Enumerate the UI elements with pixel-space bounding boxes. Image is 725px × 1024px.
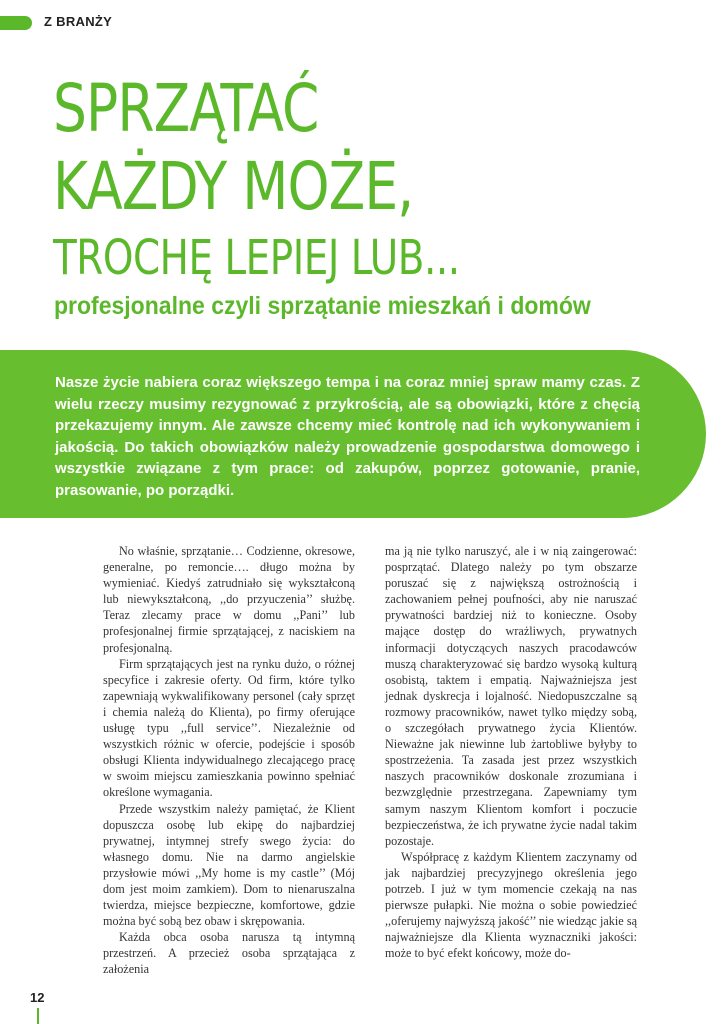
body-paragraph: No właśnie, sprzątanie… Codzienne, okresowe, generalne, po remoncie…. długo można by wymieniać. Kiedyś zatrudniało się wykształconą lub niewykształconą, ,,do przyuczenia’’ służbę. Teraz zlecamy prace w domu ,,Pani’’ lub profesjonalnej firmie sprzątającej, z naciskiem na profesjonalną.	[103, 544, 355, 655]
body-paragraph: Każda obca osoba narusza tą intymną przestrzeń. A przecież osoba sprzątająca z założenia	[103, 930, 355, 977]
section-tab-marker	[0, 16, 32, 30]
body-column-right	[385, 543, 637, 961]
title-line-3: TROCHĘ LEPIEJ LUB...	[53, 230, 460, 286]
title-line-2: KAŻDY MOŻE,	[53, 148, 414, 225]
article-subtitle: profesjonalne czyli sprzątanie mieszkań i domów	[54, 292, 591, 320]
body-paragraph: Firm sprzątających jest na rynku dużo, o różnej specyfice i zakresie oferty. Od firm, które tylko zapewniają wykwalifikowany personel (cały sprzęt i chemia należą do Klienta), po firmy oferujące usługę typu ,,full service’’. Niezależnie od wszystkich różnic w ofercie, podejście i sposób obsługi Klienta indywidualnego zlecającego pracę w swoim miejscu zamieszkania powinno spełniać określone wymagania.	[103, 656, 355, 800]
body-paragraph: Współpracę z każdym Klientem zaczynamy od jak najbardziej precyzyjnego określenia jego potrzeb. I już w tym momencie czekają na nas pierwsze pułapki. Nie można o sobie powiedzieć ,,oferujemy najwyższą jakość’’ nie wiedząc jakie są najważniejsze dla Klienta wyznaczniki jakości: może to być efekt końcowy, może do-	[385, 849, 637, 961]
page-number: 12	[30, 990, 45, 1005]
article-title	[53, 70, 713, 290]
page-number-rule	[37, 1008, 39, 1024]
section-label: Z BRANŻY	[44, 14, 113, 29]
body-paragraph: Przede wszystkim należy pamiętać, że Klient dopuszcza osobę lub ekipę do najbardziej prywatnej, intymnej strefy swego życia: do własnego domu. Nie na darmo angielskie przysłowie mówi ,,My home is my castle’’ (Mój dom jest moim zamkiem). Dom to nienaruszalna twierdza, miejsce bezpieczne, komfortowe, gdzie można być sobą bez obaw i skrępowania.	[103, 801, 355, 929]
title-line-1: SPRZĄTAĆ	[53, 70, 319, 147]
lead-paragraph: Nasze życie nabiera coraz większego tempa i na coraz mniej spraw mamy czas. Z wielu rzeczy musimy rezygnować z przykrością, ale są obowiązki, które z chęcią przekazujemy innym. Ale zawsze chcemy mieć kontrolę nad ich wykonywaniem i jakością. Do takich obowiązków należy prowadzenie gospodarstwa domowego i wszystkie związane z tym prace: od zakupów, poprzez gotowanie, pranie, prasowanie, po porządki.	[55, 374, 640, 499]
body-paragraph: ma ją nie tylko naruszyć, ale i w nią zaingerować: posprzątać. Dlatego należy po tym obszarze poruszać się z największą ostrożnością i zachowaniem pełnej poufności, aby nie naruszać prywatności bardziej niż to konieczne. Osoby mające dostęp do wrażliwych, prywatnych informacji dotyczących naszych pracodawców muszą charakteryzować się bardzo wysoką kulturą osobistą, taktem i empatią. Najważniejsza jest jednak dyskrecja i lojalność. Niedopuszczalne są rozmowy pracowników, nawet tylko między sobą, o szczegółach prywatnego życia Klientów. Nieważne jak niewinne lub żartobliwe byłyby to spostrzeżenia. Ta zasada jest przez wszystkich naszych pracowników doskonale zrozumiana i bezwzględnie przestrzegana. Zapewniamy tym samym naszym Klientom komfort i poczucie bezpieczeństwa, że ich prywatne życie nadal takim pozostaje.	[385, 544, 637, 848]
body-column-left	[103, 543, 355, 978]
